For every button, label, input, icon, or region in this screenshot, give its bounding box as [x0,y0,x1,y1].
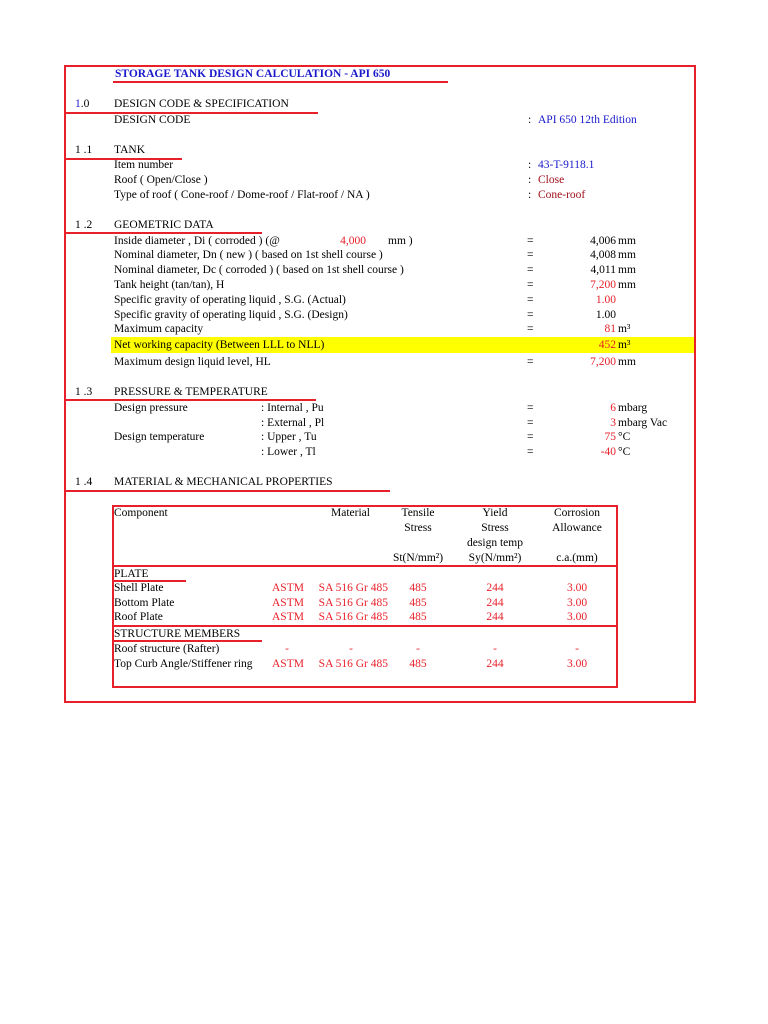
inside-diameter-value: 4,006 [590,235,616,247]
roof-type-colon: : [528,189,532,201]
structure-group-heading: STRUCTURE MEMBERS [114,628,241,640]
inside-diameter-unit: mm [618,235,636,247]
section-1-4-heading: MATERIAL & MECHANICAL PROPERTIES [114,476,333,488]
internal-pressure-sublabel: : Internal , Pu [261,402,324,414]
table-row-material-std: ASTM [272,611,304,623]
table-row-corrosion: 3.00 [566,582,588,594]
table-row-material-grade: - [349,643,353,655]
upper-temperature-unit: °C [618,431,631,443]
max-capacity-unit: m³ [618,323,631,335]
inside-diameter-label: Inside diameter , Di ( corroded ) (@ [114,235,280,247]
table-row-material-std: ASTM [272,658,304,670]
table-row-material-std: ASTM [272,597,304,609]
item-number-label: Item number [114,159,174,171]
lower-temperature-sublabel: : Lower , Tl [261,446,316,458]
section-1-4-underline [66,490,390,492]
lower-temperature-unit: °C [618,446,631,458]
lower-temperature-value: -40 [600,446,616,458]
section-1-0-underline [66,112,318,114]
item-number-colon: : [528,159,532,171]
table-row-tensile: 485 [409,611,427,623]
sg-actual-label: Specific gravity of operating liquid , S.G. (Actual) [114,294,346,306]
table-row-component: Roof structure (Rafter) [114,643,220,655]
sg-design-label: Specific gravity of operating liquid , S.G. (Design) [114,309,348,321]
net-working-capacity-label: Net working capacity (Between LLL to NLL) [114,339,325,351]
roof-type-label: Type of roof ( Cone-roof / Dome-roof / Flat-roof / NA ) [114,189,370,201]
design-code-value: API 650 12th Edition [538,114,637,126]
sg-actual-eq: = [527,294,534,306]
col-header-corrosion-3: c.a.(mm) [556,552,598,564]
col-header-yield-2: Stress [481,522,509,534]
table-header-divider [112,565,618,567]
roof-open-close-value: Close [538,174,565,186]
design-code-label: DESIGN CODE [114,114,191,126]
tank-height-label: Tank height (tan/tan), H [114,279,225,291]
tank-height-eq: = [527,279,534,291]
table-row-component: Shell Plate [114,582,164,594]
section-1-2-number: 1 .2 [75,219,93,231]
nominal-diameter-corroded-unit: mm [618,264,636,276]
col-header-corrosion-1: Corrosion [554,507,600,519]
nominal-diameter-new-label: Nominal diameter, Dn ( new ) ( based on 1st shell course ) [114,249,383,261]
table-row-corrosion: 3.00 [566,658,588,670]
table-row-yield: 244 [486,658,504,670]
external-pressure-eq: = [527,417,534,429]
table-row-material-std: - [285,643,289,655]
external-pressure-sublabel: : External , Pl [261,417,325,429]
col-header-yield-1: Yield [482,507,508,519]
max-liquid-level-label: Maximum design liquid level, HL [114,356,271,368]
inside-diameter-eq: = [527,235,534,247]
section-1-1-heading: TANK [114,144,146,156]
net-working-capacity-value: 452 [598,339,616,351]
table-row-corrosion: 3.00 [566,597,588,609]
internal-pressure-unit: mbarg [618,402,648,414]
max-capacity-value: 81 [604,323,616,335]
title-underline [113,81,448,83]
nominal-diameter-corroded-value: 4,011 [590,264,616,276]
design-pressure-label: Design pressure [114,402,188,414]
section-1-3-heading: PRESSURE & TEMPERATURE [114,386,268,398]
section-1-4-number: 1 .4 [75,476,93,488]
upper-temperature-eq: = [527,431,534,443]
document-title: STORAGE TANK DESIGN CALCULATION - API 650 [115,68,391,80]
nominal-diameter-corroded-label: Nominal diameter, Dc ( corroded ) ( based on 1st shell course ) [114,264,404,276]
nominal-diameter-new-unit: mm [618,249,636,261]
tank-height-unit: mm [618,279,636,291]
roof-type-value: Cone-roof [538,189,586,201]
table-row-tensile: 485 [409,597,427,609]
col-header-yield-3: design temp [467,537,523,549]
section-1-2-heading: GEOMETRIC DATA [114,219,214,231]
inside-diameter-input-unit: mm ) [388,235,413,247]
table-row-material-grade: SA 516 Gr 485 [318,597,388,609]
item-number-value: 43-T-9118.1 [538,159,595,171]
sg-design-value: 1.00 [595,309,616,321]
table-row-yield: 244 [486,611,504,623]
table-row-corrosion: - [575,643,579,655]
lower-temperature-eq: = [527,446,534,458]
max-capacity-eq: = [527,323,534,335]
sg-actual-value: 1.00 [595,294,616,306]
internal-pressure-eq: = [527,402,534,414]
net-working-capacity-unit: m³ [618,339,631,351]
table-row-material-grade: SA 516 Gr 485 [318,582,388,594]
table-row-yield: 244 [486,597,504,609]
internal-pressure-value: 6 [610,402,616,414]
max-capacity-label: Maximum capacity [114,323,204,335]
table-row-material-grade: SA 516 Gr 485 [318,658,388,670]
table-row-material-std: ASTM [272,582,304,594]
upper-temperature-sublabel: : Upper , Tu [261,431,317,443]
tank-height-value: 7,200 [590,279,616,291]
max-liquid-level-unit: mm [618,356,636,368]
upper-temperature-value: 75 [604,431,616,443]
col-header-yield-4: Sy(N/mm²) [468,552,522,564]
sg-design-eq: = [527,309,534,321]
table-row-corrosion: 3.00 [566,611,588,623]
table-row-component: Roof Plate [114,611,163,623]
col-header-tensile-2: Stress [404,522,432,534]
section-1-3-number: 1 .3 [75,386,93,398]
design-temperature-label: Design temperature [114,431,205,443]
col-header-tensile-3: St(N/mm²) [392,552,444,564]
table-row-tensile: 485 [409,658,427,670]
table-row-component: Top Curb Angle/Stiffener ring [114,658,253,670]
inside-diameter-input: 4,000 [340,235,366,247]
col-header-corrosion-2: Allowance [552,522,602,534]
col-header-tensile-1: Tensile [401,507,435,519]
nominal-diameter-new-value: 4,008 [590,249,616,261]
col-header-component: Component [114,507,168,519]
max-liquid-level-value: 7,200 [590,356,616,368]
table-row-yield: - [493,643,497,655]
max-liquid-level-eq: = [527,356,534,368]
roof-open-close-label: Roof ( Open/Close ) [114,174,208,186]
external-pressure-value: 3 [610,417,616,429]
section-1-0-number: 1.0 [75,98,90,110]
external-pressure-unit: mbarg Vac [618,417,668,429]
roof-open-close-colon: : [528,174,532,186]
nominal-diameter-new-eq: = [527,249,534,261]
design-code-colon: : [528,114,532,126]
table-row-yield: 244 [486,582,504,594]
section-1-0-heading: DESIGN CODE & SPECIFICATION [114,98,289,110]
plate-group-heading: PLATE [114,568,149,580]
table-row-material-grade: SA 516 Gr 485 [318,611,388,623]
nominal-diameter-corroded-eq: = [527,264,534,276]
col-header-material: Material [331,507,370,519]
section-1-1-number: 1 .1 [75,144,93,156]
table-row-component: Bottom Plate [114,597,175,609]
table-row-tensile: 485 [409,582,427,594]
table-row-tensile: - [416,643,420,655]
